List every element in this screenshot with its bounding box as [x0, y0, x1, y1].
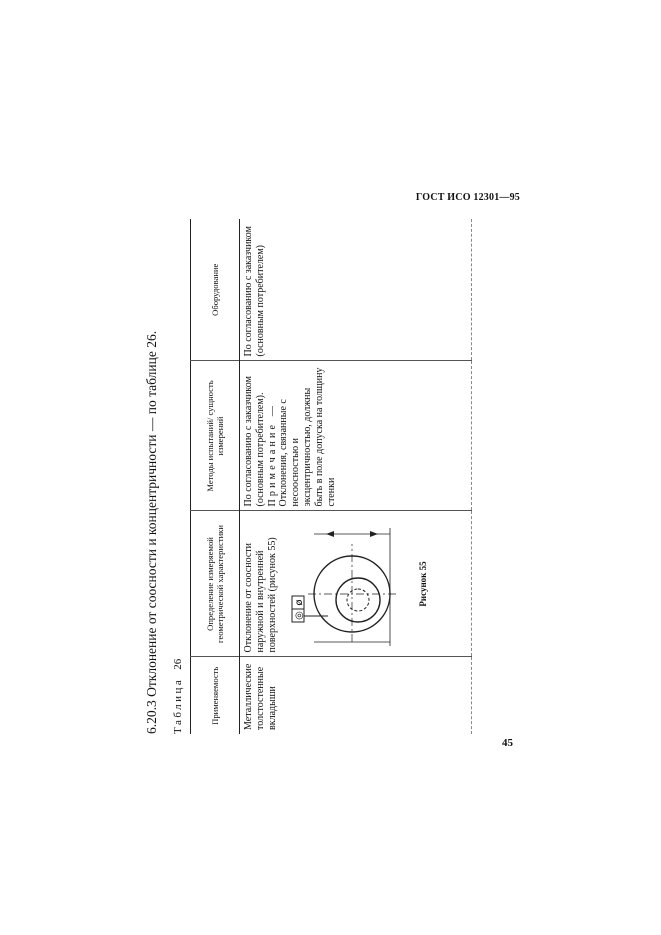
- arrow: [370, 532, 378, 538]
- table-header-row: [191, 219, 240, 734]
- arrow: [326, 532, 334, 538]
- applicability-cell: [240, 657, 472, 734]
- table-caption: [172, 659, 184, 734]
- table-caption-number: 26: [172, 658, 184, 670]
- table-caption-label: Таблица: [172, 677, 184, 734]
- equipment-cell: [240, 219, 472, 361]
- tolerance-diameter-symbol: ø: [294, 599, 306, 607]
- figure-55: [286, 516, 429, 653]
- inner-circle: [336, 579, 380, 623]
- column-header: Методы испытаний/ сущность измерений: [191, 361, 240, 511]
- concentricity-symbol: ◎: [294, 611, 306, 621]
- hidden-circle: [347, 590, 369, 612]
- column-header: Оборудование: [191, 219, 240, 361]
- definition-cell: [240, 511, 472, 657]
- note-label: Примечание —: [266, 402, 278, 507]
- definition-text: Отклонение от соосности наружной и внутренней поверхностей (рисунок 55): [243, 537, 278, 653]
- column-header: Применяемость: [191, 657, 240, 734]
- table-26: [190, 219, 472, 734]
- note-text: Отклонения, связанные с несоосностью и эксцентричностью, должны быть в поле допуска на толщину стенки: [278, 367, 337, 507]
- column-header: Определение измеряемой геометрической характеристики: [191, 511, 240, 657]
- section-heading: 6.20.3 Отклонение от соосности и концентричности — по таблице 26.: [144, 330, 159, 734]
- table-row: [240, 219, 472, 734]
- rotated-content: [144, 214, 524, 734]
- applicability-text: Металлические толстостенные вкладыши: [243, 663, 278, 730]
- method-cell: [240, 361, 472, 511]
- bearing-drawing: [286, 517, 414, 653]
- equipment-text: По согласованию с заказчиком (основным потребителем): [243, 226, 266, 357]
- page-number: 45: [502, 737, 513, 749]
- standard-code: ГОСТ ИСО 12301—95: [415, 192, 520, 203]
- figure-caption: Рисунок 55: [418, 561, 429, 607]
- method-text: По согласованию с заказчиком (основным потребителем).: [243, 376, 266, 507]
